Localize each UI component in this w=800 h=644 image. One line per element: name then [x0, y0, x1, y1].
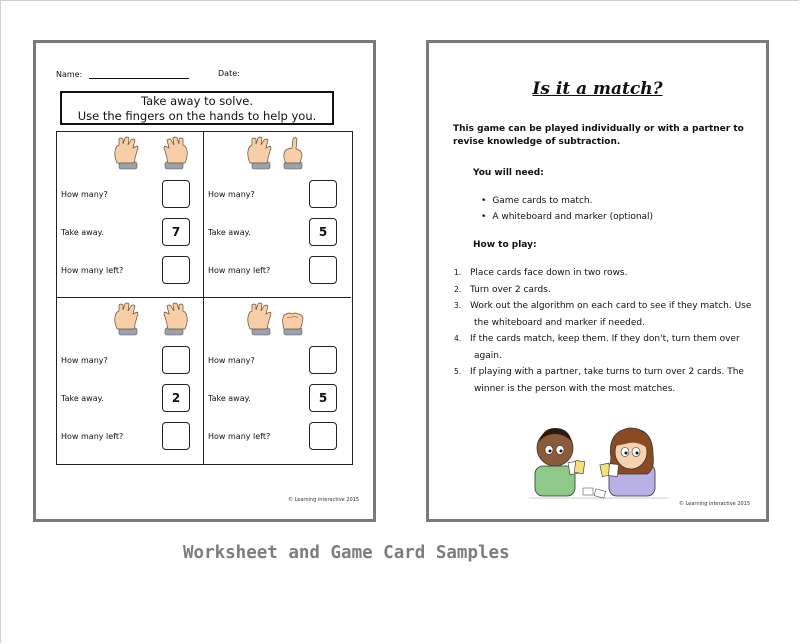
how-many-left-box[interactable]: [162, 256, 190, 284]
how-many-left-box[interactable]: [309, 256, 337, 284]
hands-icon: [204, 302, 351, 336]
need-heading: You will need:: [473, 168, 544, 178]
how-heading: How to play:: [473, 240, 537, 250]
one-finger-hand-icon: [284, 138, 302, 170]
how-many-left-box[interactable]: [309, 422, 337, 450]
step-item: 4. If the cards match, keep them. If they don't, turn them over again.: [454, 334, 740, 361]
game-title: Is it a match?: [532, 79, 663, 99]
game-card-copyright: © Learning interactive 2015: [679, 501, 751, 507]
instruction-box: [60, 91, 334, 125]
left-hand-icon: [115, 303, 138, 335]
how-many-label: How many?: [61, 190, 108, 199]
take-away-label: Take away.: [208, 228, 251, 237]
date-label: Date:: [218, 69, 240, 78]
game-intro: This game can be played individually or with a partner to revise knowledge of subtraction.: [453, 124, 744, 147]
image-caption: Worksheet and Game Card Samples: [183, 543, 510, 563]
question-quadrant-3: [57, 298, 204, 464]
name-line: [89, 69, 189, 79]
name-label: Name:: [56, 70, 83, 79]
how-many-box[interactable]: [162, 346, 190, 374]
how-many-left-label: How many left?: [61, 266, 124, 275]
left-hand-icon: [248, 303, 271, 335]
hands-icon: [204, 136, 351, 170]
question-grid: [56, 131, 353, 465]
take-away-label: Take away.: [61, 228, 104, 237]
steps-list: [453, 265, 753, 397]
take-away-label: Take away.: [208, 394, 251, 403]
take-away-box[interactable]: 2: [162, 384, 190, 412]
how-many-box[interactable]: [162, 180, 190, 208]
take-away-box[interactable]: 5: [309, 384, 337, 412]
how-many-label: How many?: [61, 356, 108, 365]
take-away-label: Take away.: [61, 394, 104, 403]
question-quadrant-2: [204, 132, 351, 298]
take-away-box[interactable]: 7: [162, 218, 190, 246]
right-hand-icon: [164, 303, 187, 335]
step-item: 1. Place cards face down in two rows.: [454, 268, 628, 278]
step-item: 5. If playing with a partner, take turns to turn over 2 cards. The winner is the person with the most matches.: [454, 367, 744, 394]
game-card-page: [426, 40, 769, 522]
step-item: 3. Work out the algorithm on each card to see if they match. Use the whiteboard and marker if needed.: [454, 301, 752, 328]
how-many-left-label: How many left?: [61, 432, 124, 441]
left-hand-icon: [248, 137, 271, 169]
how-many-left-label: How many left?: [208, 432, 271, 441]
how-many-box[interactable]: [309, 346, 337, 374]
date-field[interactable]: [218, 69, 244, 78]
step-item: 2. Turn over 2 cards.: [454, 284, 551, 295]
hands-icon: [57, 136, 204, 170]
need-list: [481, 193, 653, 225]
instruction-line-1: Take away to solve.: [140, 94, 254, 108]
need-item: • Game cards to match.: [481, 193, 653, 209]
worksheet-page: [33, 40, 376, 522]
need-item: • A whiteboard and marker (optional): [481, 209, 653, 225]
question-quadrant-1: [57, 132, 204, 298]
fist-icon: [283, 313, 303, 335]
how-many-label: How many?: [208, 190, 255, 199]
how-many-left-box[interactable]: [162, 422, 190, 450]
instruction-line-2: Use the fingers on the hands to help you.: [77, 109, 317, 123]
name-field[interactable]: [56, 69, 189, 79]
worksheet-copyright: © Learning interactive 2015: [288, 497, 360, 503]
how-many-label: How many?: [208, 356, 255, 365]
hands-icon: [57, 302, 204, 336]
left-hand-icon: [115, 137, 138, 169]
how-many-left-label: How many left?: [208, 266, 271, 275]
right-hand-icon: [164, 137, 187, 169]
how-many-box[interactable]: [309, 180, 337, 208]
question-quadrant-4: [204, 298, 351, 464]
take-away-box[interactable]: 5: [309, 218, 337, 246]
children-playing-cards-illustration: [529, 418, 669, 503]
